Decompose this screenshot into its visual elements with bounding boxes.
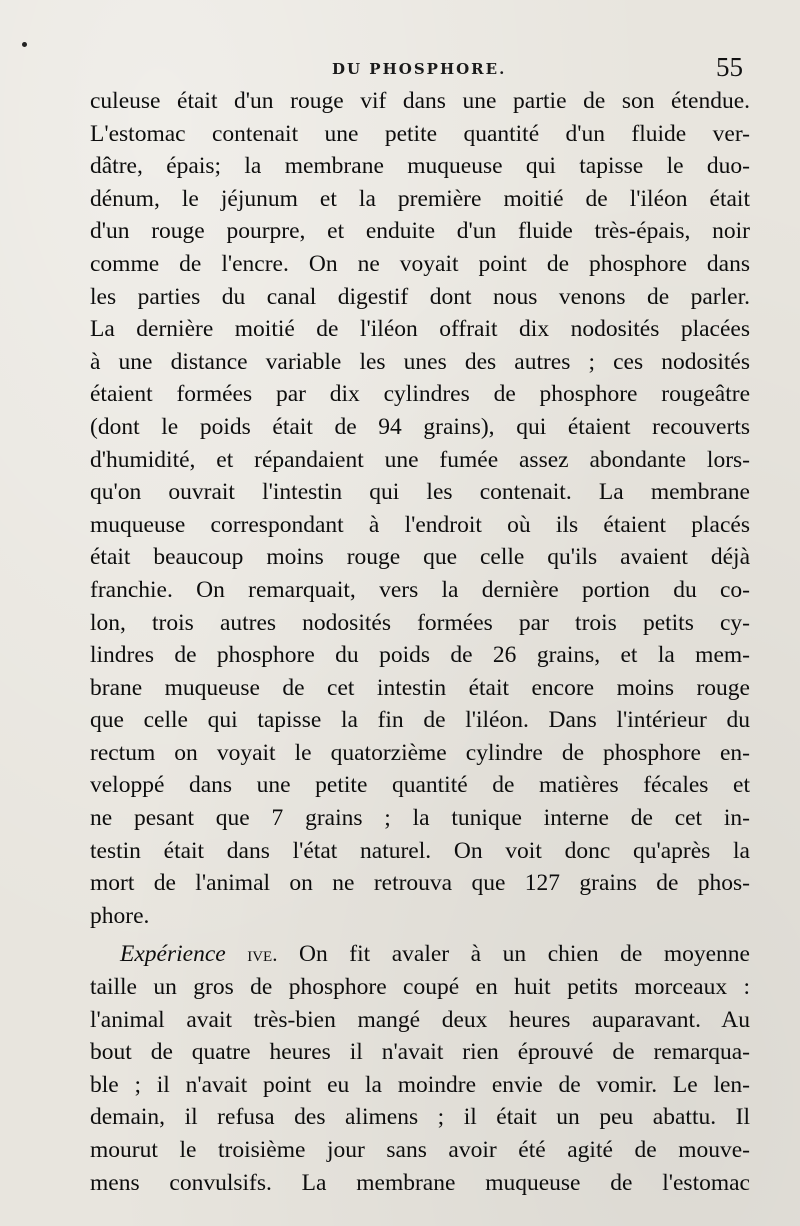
text-line: culeuse était d'un rouge vif dans une partie de son étendue. xyxy=(90,88,750,114)
text-line: dâtre, épais; la membrane muqueuse qui tapisse le duo- xyxy=(90,153,750,180)
text-line: bout de quatre heures il n'avait rien éprouvé de remarqua- xyxy=(90,1039,750,1066)
experiment-label: Expérience xyxy=(120,941,226,968)
text-line: taille un gros de phosphore coupé en huit petits morceaux : xyxy=(90,974,750,1001)
text-line: mourut le troisième jour sans avoir été agité de mouve- xyxy=(90,1137,750,1163)
text-line: était beaucoup moins rouge que celle qu'ils avaient déjà xyxy=(90,544,750,571)
text-line: lindres de phosphore du poids de 26 grains, et la mem- xyxy=(90,642,750,669)
text-line: d'un rouge pourpre, et enduite d'un fluide très-épais, noir xyxy=(90,218,750,245)
text-line: ble ; il n'avait point eu la moindre envie de vomir. Le len- xyxy=(90,1071,750,1098)
text-line: l'animal avait très-bien mangé deux heures auparavant. Au xyxy=(90,1006,750,1033)
page-header xyxy=(0,52,800,84)
text-line: étaient formées par dix cylindres de phosphore rougeâtre xyxy=(90,381,750,408)
text-line: L'estomac contenait une petite quantité d'un fluide ver- xyxy=(90,120,750,147)
text-line: que celle qui tapisse la fin de l'iléon. Dans l'intérieur du xyxy=(90,707,750,734)
page-number: 55 xyxy=(716,52,743,82)
text-line: ne pesant que 7 grains ; la tunique interne de cet in- xyxy=(90,805,750,832)
text-line: brane muqueuse de cet intestin était encore moins rouge xyxy=(90,674,750,701)
text-line: testin était dans l'état naturel. On voit donc qu'après la xyxy=(90,837,750,864)
experiment-first-line: On fit avaler à un chien de moyenne xyxy=(299,941,750,968)
text-line: rectum on voyait le quatorzième cylindre de phosphore en- xyxy=(90,739,750,766)
text-line: comme de l'encre. On ne voyait point de phosphore dans xyxy=(90,250,750,277)
experiment-numeral: ive. xyxy=(247,942,278,967)
text-line: (dont le poids était de 94 grains), qui étaient recouverts xyxy=(90,413,750,440)
text-line: franchie. On remarquait, vers la dernière portion du co- xyxy=(90,576,750,603)
text-line: mens convulsifs. La membrane muqueuse de l'estomac xyxy=(90,1169,750,1196)
body-text xyxy=(90,85,750,1199)
text-line: d'humidité, et répandaient une fumée assez abondante lors- xyxy=(90,446,750,473)
text-line: dénum, le jéjunum et la première moitié de l'iléon était xyxy=(90,185,750,212)
text-line: à une distance variable les unes des autres ; ces nodosités xyxy=(90,348,750,375)
text-line: lon, trois autres nodosités formées par trois petits cy- xyxy=(90,609,750,636)
experiment-heading-line xyxy=(90,938,750,971)
text-line: phore. xyxy=(90,902,150,929)
text-line: veloppé dans une petite quantité de matières fécales et xyxy=(90,772,750,799)
text-line: muqueuse correspondant à l'endroit où ils étaient placés xyxy=(90,511,750,538)
text-line: mort de l'animal on ne retrouva que 127 grains de phos- xyxy=(90,870,750,897)
text-line: demain, il refusa des alimens ; il était un peu abattu. Il xyxy=(90,1104,750,1131)
text-line: qu'on ouvrait l'intestin qui les contenait. La membrane xyxy=(90,479,750,506)
running-head: DU PHOSPHORE. xyxy=(332,60,507,78)
text-line: La dernière moitié de l'iléon offrait dix nodosités placées xyxy=(90,316,750,343)
ink-speck xyxy=(22,42,27,47)
text-line: les parties du canal digestif dont nous venons de parler. xyxy=(90,283,750,310)
